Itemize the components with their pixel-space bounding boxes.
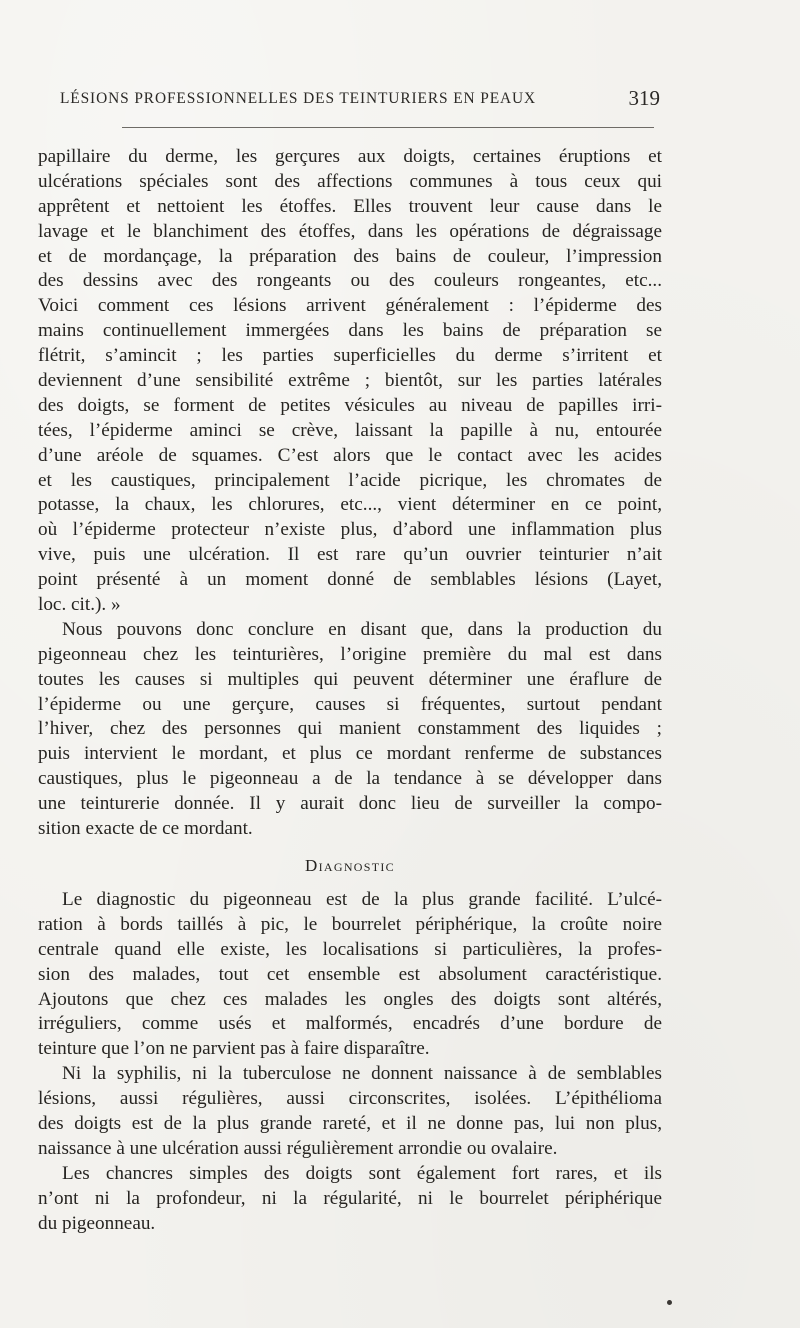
text-line: l’épiderme ou une gerçure, causes si fréquentes, surtout pendant	[38, 693, 662, 715]
text-line: lésions, aussi régulières, aussi circonscrites, isolées. L’épithélioma	[38, 1088, 662, 1110]
text-line: potasse, la chaux, les chlorures, etc..., vient déterminer en ce point,	[38, 494, 662, 516]
text-line: et de mordançage, la préparation des bains de couleur, l’impression	[38, 245, 662, 267]
paragraph-3	[38, 888, 662, 1062]
section-heading: Diagnostic	[305, 855, 395, 875]
text-line: papillaire du derme, les gerçures aux doigts, certaines éruptions et	[38, 146, 662, 167]
text-line: Nous pouvons donc conclure en disant que, dans la production du	[62, 618, 662, 640]
text-line: deviennent d’une sensibilité extrême ; bientôt, sur les parties latérales	[38, 370, 662, 392]
text-line: toutes les causes si multiples qui peuvent déterminer une éraflure de	[38, 668, 662, 690]
text-line: teinture que l’on ne parvient pas à faire disparaître.	[38, 1038, 430, 1060]
body-text	[38, 145, 662, 1236]
text-line: Voici comment ces lésions arrivent généralement : l’épiderme des	[38, 295, 662, 317]
text-line: sion des malades, tout cet ensemble est absolument caractéristique.	[38, 963, 662, 985]
text-line: mains continuellement immergées dans les bains de préparation se	[38, 320, 662, 342]
text-line: caustiques, plus le pigeonneau a de la tendance à se développer dans	[38, 768, 662, 790]
text-line: puis intervient le mordant, et plus ce mordant renferme de substances	[38, 743, 662, 765]
text-line: des doigts, se forment de petites vésicules au niveau de papilles irri-	[38, 394, 662, 416]
running-head: LÉSIONS PROFESSIONNELLES DES TEINTURIERS EN PEAUX	[60, 90, 537, 107]
text-line: des doigts est de la plus grande rareté, et il ne donne pas, lui non plus,	[38, 1112, 662, 1134]
text-line: Le diagnostic du pigeonneau est de la plus grande facilité. L’ulcé-	[62, 888, 662, 910]
text-line: et les caustiques, principalement l’acide picrique, les chromates de	[38, 469, 662, 491]
text-line: ration à bords taillés à pic, le bourrelet périphérique, la croûte noire	[38, 913, 662, 935]
text-line: Ni la syphilis, ni la tuberculose ne donnent naissance à de semblables	[62, 1063, 662, 1085]
text-line: apprêtent et nettoient les étoffes. Elles trouvent leur cause dans le	[38, 195, 662, 217]
paragraph-4	[38, 1062, 662, 1162]
text-line: lavage et le blanchiment des étoffes, dans les opérations de dégraissage	[38, 220, 662, 242]
text-line: Ajoutons que chez ces malades les ongles des doigts sont altérés,	[38, 988, 662, 1010]
text-line: pigeonneau chez les teinturières, l’origine première du mal est dans	[38, 643, 662, 665]
text-line: une teinturerie donnée. Il y aurait donc lieu de surveiller la compo-	[38, 793, 662, 815]
text-line: d’une aréole de squames. C’est alors que le contact avec les acides	[38, 444, 662, 466]
page-header	[60, 86, 660, 116]
ink-speck	[667, 1300, 672, 1305]
page-number: 319	[628, 86, 660, 110]
text-line: loc. cit.). »	[38, 594, 121, 616]
text-line: du pigeonneau.	[38, 1212, 156, 1234]
text-line: vive, puis une ulcération. Il est rare qu’un ouvrier teinturier n’ait	[38, 544, 662, 566]
text-line: ulcérations spéciales sont des affections communes à tous ceux qui	[38, 170, 662, 192]
text-line: irréguliers, comme usés et malformés, encadrés d’une bordure de	[38, 1013, 662, 1035]
text-line: tées, l’épiderme aminci se crève, laissant la papille à nu, entourée	[38, 419, 662, 441]
paragraph-5	[38, 1162, 662, 1237]
text-line: flétrit, s’amincit ; les parties superficielles du derme s’irritent et	[38, 345, 662, 367]
text-line: où l’épiderme protecteur n’existe plus, d’abord une inflammation plus	[38, 519, 662, 541]
text-line: n’ont ni la profondeur, ni la régularité, ni le bourrelet périphérique	[38, 1187, 662, 1209]
header-rule	[122, 127, 654, 128]
paragraph-2	[38, 618, 662, 842]
text-line: des dessins avec des rongeants ou des couleurs rongeantes, etc...	[38, 270, 662, 292]
text-line: naissance à une ulcération aussi régulièrement arrondie ou ovalaire.	[38, 1137, 558, 1159]
paragraph-1	[38, 145, 662, 618]
text-line: l’hiver, chez des personnes qui manient constamment des liquides ;	[38, 718, 662, 740]
text-line: Les chancres simples des doigts sont également fort rares, et ils	[62, 1162, 662, 1184]
text-line: point présenté à un moment donné de semblables lésions (Layet,	[38, 569, 662, 591]
text-line: centrale quand elle existe, les localisations si particulières, la profes-	[38, 938, 662, 960]
text-line: sition exacte de ce mordant.	[38, 818, 253, 840]
